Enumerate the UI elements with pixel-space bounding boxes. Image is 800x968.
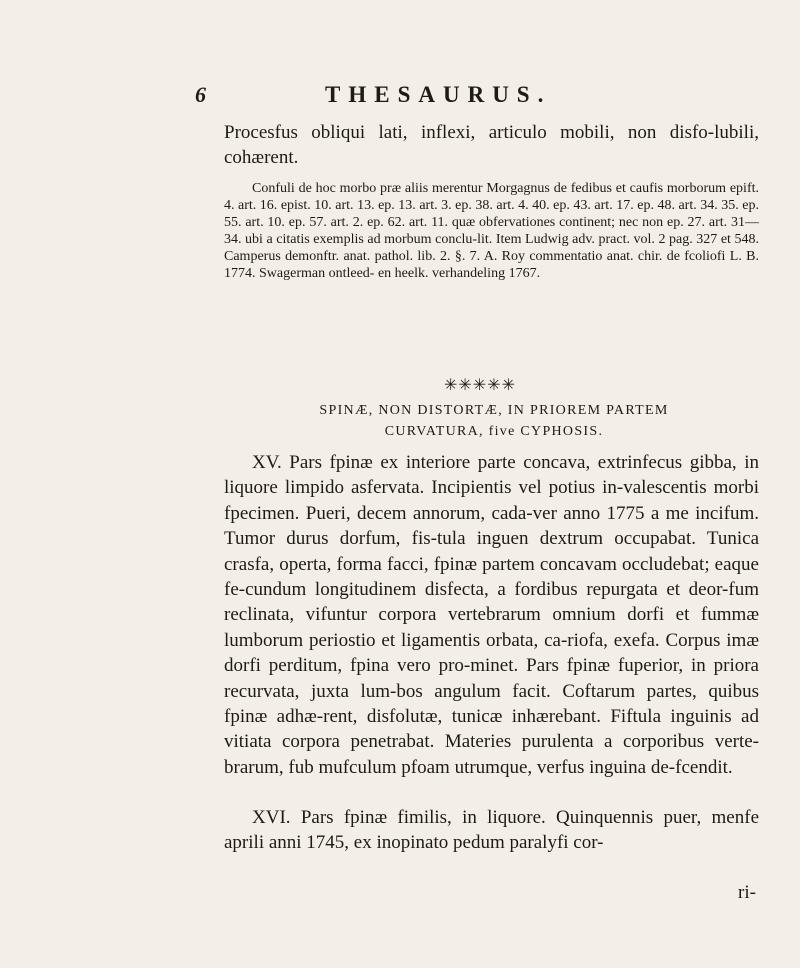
paragraph-xv (224, 450, 759, 780)
footnote-block (224, 180, 759, 282)
section-heading-line-2: CURVATURA, five CYPHOSIS. (384, 424, 604, 439)
page-number: 6 (195, 82, 206, 107)
section-heading-line-1: SPINÆ, NON DISTORTÆ, IN PRIOREM PARTEM (319, 403, 669, 418)
section-heading (224, 400, 764, 442)
catchword: ri- (738, 882, 756, 903)
paragraph-xv-text: XV. Pars fpinæ ex interiore parte concava, extrinfecus gibba, in liquore limpido asfervata. Incipientis vel potius in-valescentis morbi fpecimen. Pueri, decem annorum, cada-ver anno 1775 a me incifum. Tumor durus dorfum, fis-tula inguen dextrum occupabat. Tunica crasfa, operta, forma facci, fpinæ partem concavam occludebat; eaque fe-cundum longitudinem disfecta, a fordibus repurgata et deor-fum reclinata, vifuntur corpora vertebrarum omnium dorfi et fummæ lumborum periostio et ligamentis orbata, ca-riofa, exefa. Corpus imæ dorfi perditum, fpina vero pro-minet. Pars fpinæ fuperior, in priora recurvata, juxta lum-bos angulum facit. Coftarum partes, quibus fpinæ adhæ-rent, disfolutæ, tunicæ inhærebant. Fiftula inguinis ad vitiata corpora penetrabat. Materies purulenta a corporibus verte-brarum, fub mufculum pfoam utrumque, verfus inguina de-fcendit. (224, 452, 759, 778)
paragraph-xvi-text: XVI. Pars fpinæ fimilis, in liquore. Quinquennis puer, menfe aprili anni 1745, ex inopinato pedum paralyfi cor- (224, 807, 759, 854)
paragraph-xvi (224, 805, 759, 856)
running-head: THESAURUS. (325, 82, 552, 107)
ornament-divider: ✳✳✳✳✳ (443, 377, 517, 394)
page-header (195, 82, 755, 112)
note-text: Confuli de hoc morbo præ aliis merentur Morgagnus de fedibus et caufis morborum epift. 4. art. 16. epist. 10. art. 13. ep. 13. art. 3. ep. 38. art. 4. 40. ep. 43. art. 17. ep. 48. art. 34. 35. ep. 55. art. 10. ep. 57. art. 2. ep. 62. art. 11. quæ obfervationes continent; nec non ep. 27. art. 31—34. ubi a citatis exemplis ad morbum conclu-lit. Item Ludwig adv. pract. vol. 2 pag. 327 et 548. Camperus demonftr. anat. pathol. lib. 2. §. 7. A. Roy commentatio anat. chir. de fcoliofi L. B. 1774. Swagerman ontleed- en heelk. verhandeling 1767. (224, 181, 759, 281)
lead-paragraph: Procesfus obliqui lati, inflexi, articulo mobili, non disfo-lubili, cohærent. (224, 122, 759, 168)
